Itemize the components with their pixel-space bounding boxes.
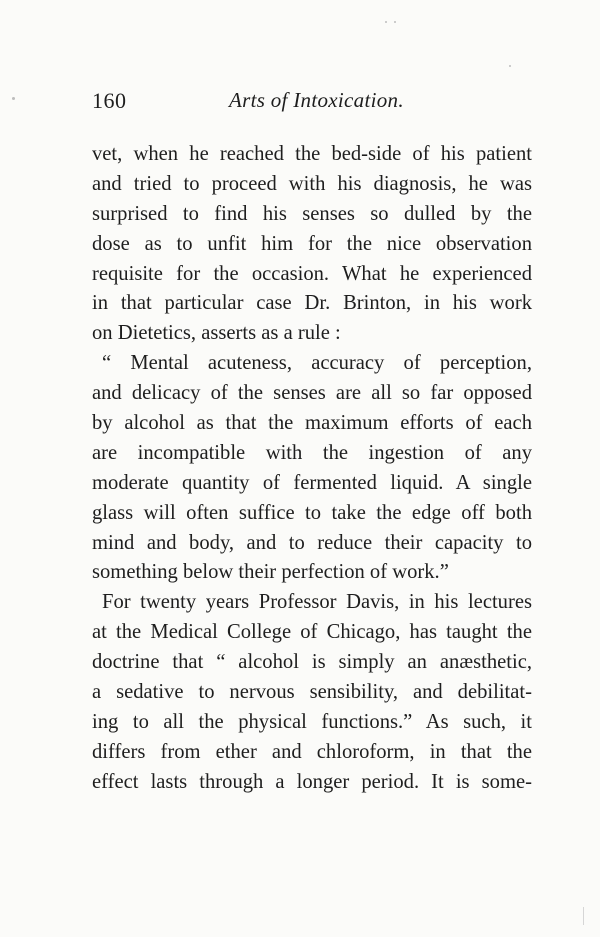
paper-speck bbox=[394, 21, 396, 23]
running-title: Arts of Intoxication. bbox=[229, 88, 404, 112]
text-line: surprised to find his senses so dulled by the bbox=[92, 202, 532, 225]
text-line: by alcohol as that the maximum efforts of each bbox=[92, 412, 532, 435]
text-line: in that particular case Dr. Brinton, in his work bbox=[92, 292, 532, 315]
text-line: requisite for the occasion. What he experienced bbox=[92, 262, 532, 285]
page-header bbox=[92, 88, 532, 118]
text-line: ing to all the physical functions.” As such, it bbox=[92, 710, 532, 733]
text-line: on Dietetics, asserts as a rule : bbox=[92, 322, 341, 345]
text-line: vet, when he reached the bed-side of his patient bbox=[92, 143, 532, 165]
body-text bbox=[92, 140, 532, 798]
text-line: at the Medical College of Chicago, has taught the bbox=[92, 621, 532, 644]
text-line: something below their perfection of work.” bbox=[92, 561, 449, 584]
text-line: and delicacy of the senses are all so far opposed bbox=[92, 382, 532, 405]
text-line: For twenty years Professor Davis, in his lectures bbox=[102, 591, 532, 614]
text-line: mind and body, and to reduce their capacity to bbox=[92, 531, 532, 554]
page-number: 160 bbox=[92, 88, 127, 113]
text-line: effect lasts through a longer period. It is some- bbox=[92, 770, 532, 793]
paper-speck bbox=[385, 21, 387, 23]
paper-speck bbox=[583, 907, 584, 925]
text-line: moderate quantity of fermented liquid. A single bbox=[92, 471, 532, 494]
text-line: doctrine that “ alcohol is simply an anæsthetic, bbox=[92, 651, 532, 674]
paper-speck bbox=[509, 65, 511, 67]
text-line: are incompatible with the ingestion of any bbox=[92, 441, 532, 464]
text-line: glass will often suffice to take the edge off both bbox=[92, 501, 532, 524]
text-line: a sedative to nervous sensibility, and debilitat- bbox=[92, 681, 532, 704]
text-line: dose as to unfit him for the nice observation bbox=[92, 232, 532, 255]
text-line: differs from ether and chloroform, in that the bbox=[92, 740, 532, 763]
text-line: and tried to proceed with his diagnosis, he was bbox=[92, 172, 532, 195]
text-line: “ Mental acuteness, accuracy of perception, bbox=[102, 352, 532, 375]
paper-speck bbox=[12, 97, 15, 100]
